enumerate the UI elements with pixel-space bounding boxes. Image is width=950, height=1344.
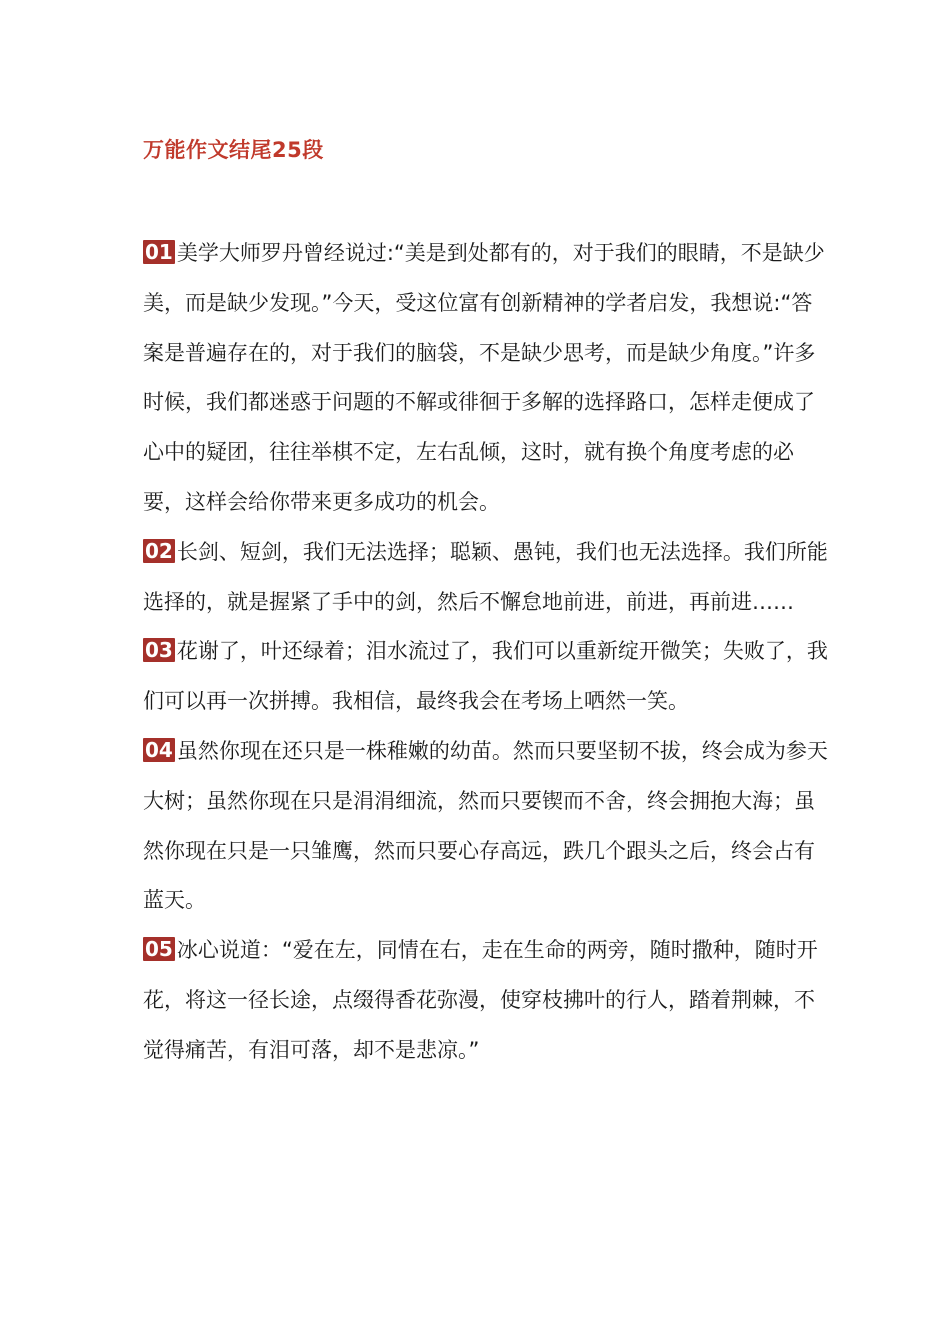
paragraph-number-badge: 03: [145, 638, 173, 663]
paragraph-04: [143, 727, 833, 926]
paragraph-03: [143, 627, 833, 727]
paragraph-number-badge: 01: [145, 240, 173, 264]
paragraph-text: 虽然你现在还只是一株稚嫩的幼苗。然而只要坚韧不拔，终会成为参天大树；虽然你现在只是涓涓细流，然而只要锲而不舍，终会拥抱大海；虽然你现在只是一只雏鹰，然而只要心存高远，跌几个跟头之后，终会占有蓝天。: [143, 738, 828, 913]
paragraph-text: 美学大师罗丹曾经说过:“美是到处都有的，对于我们的眼睛，不是缺少美，而是缺少发现。”今天，受这位富有创新精神的学者启发，我想说:“答案是普遍存在的，对于我们的脑袋，不是缺少思考，而是缺少角度。”许多时候，我们都迷惑于问题的不解或徘徊于多解的选择路口，怎样走便成了心中的疑团，往往举棋不定，左右乱倾，这时，就有换个角度考虑的必要，这样会给你带来更多成功的机会。: [143, 241, 825, 514]
paragraph-01: [143, 229, 833, 528]
paragraph-text: 花谢了，叶还绿着；泪水流过了，我们可以重新绽开微笑；失败了，我们可以再一次拼搏。我相信，最终我会在考场上哂然一笑。: [143, 639, 828, 714]
document-body: [143, 229, 833, 1076]
paragraph-text: 冰心说道：“爱在左，同情在右，走在生命的两旁，随时撒种，随时开花，将这一径长途，点缀得香花弥漫，使穿枝拂叶的行人，踏着荆棘，不觉得痛苦，有泪可落，却不是悲凉。”: [143, 938, 818, 1062]
paragraph-text: 长剑、短剑，我们无法选择；聪颖、愚钝，我们也无法选择。我们所能选择的，就是握紧了手中的剑，然后不懈怠地前进，前进，再前进……: [143, 539, 828, 614]
paragraph-number-badge: 04: [145, 737, 173, 762]
paragraph-05: [143, 926, 833, 1075]
page-title: 万能作文结尾25段: [143, 138, 324, 162]
paragraph-02: [143, 528, 833, 628]
paragraph-number-badge: 05: [145, 937, 173, 962]
paragraph-number-badge: 02: [145, 538, 173, 563]
